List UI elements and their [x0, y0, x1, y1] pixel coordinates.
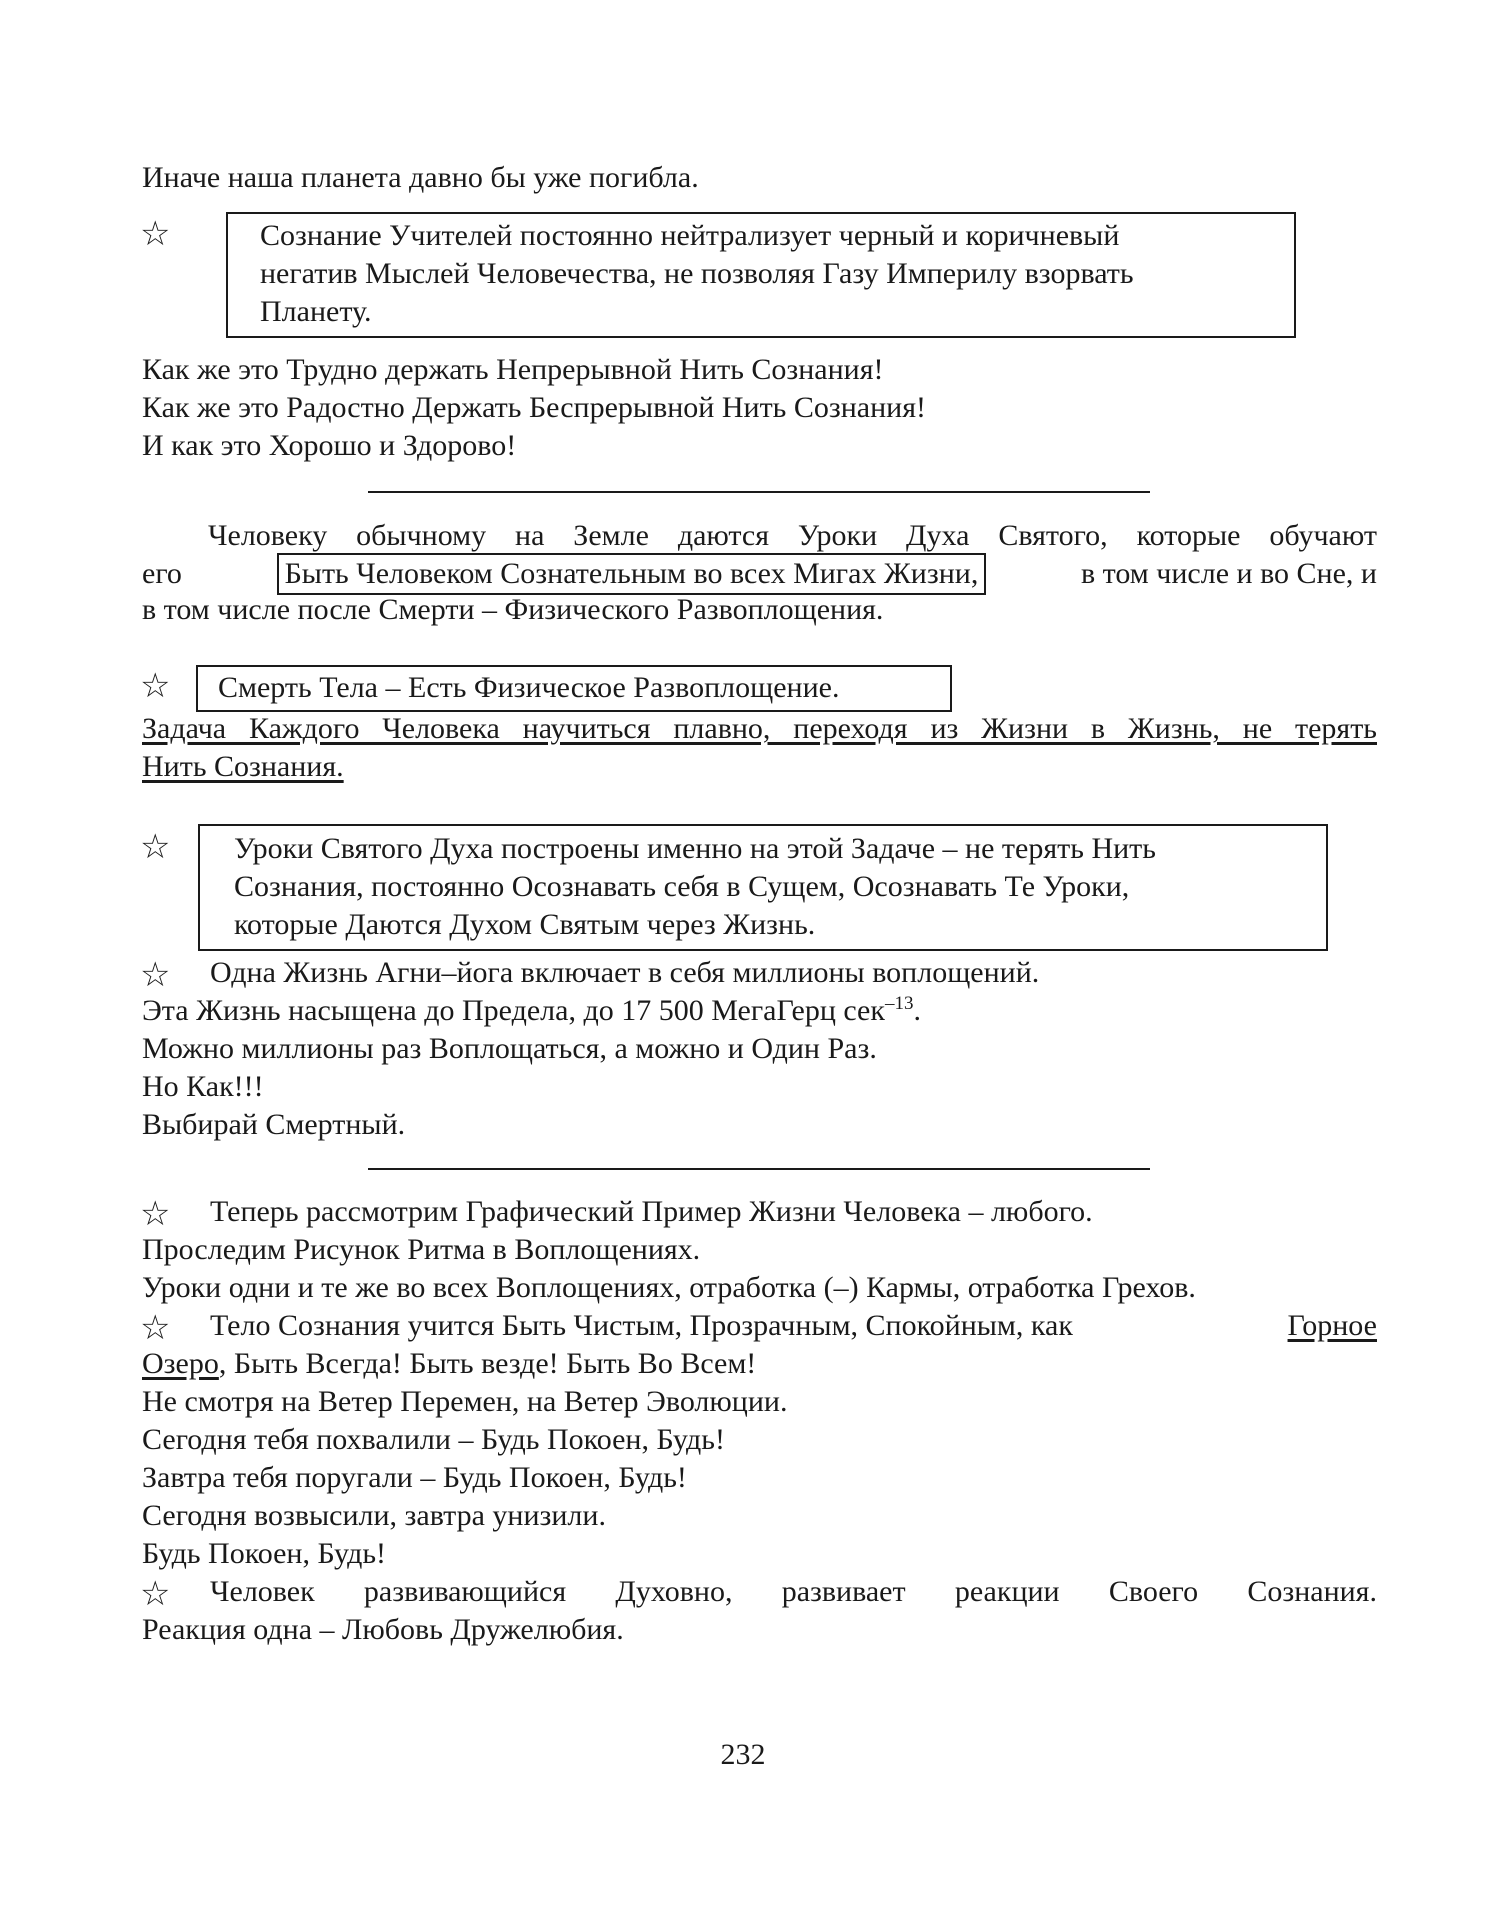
paragraph-line [142, 553, 1377, 595]
page-number: 232 [720, 1738, 766, 1771]
text-line [210, 1307, 1377, 1345]
text-line: Можно миллионы раз Воплощаться, а можно и Один Раз. [142, 1032, 877, 1065]
box-line: Сознания, постоянно Осознавать себя в Сущем, Осознавать Те Уроки, [234, 870, 1130, 903]
text-line: Реакция одна – Любовь Дружелюбия. [142, 1613, 624, 1646]
highlight-box [198, 824, 1328, 951]
text-run: . [913, 994, 921, 1027]
text-line: И как это Хорошо и Здорово! [142, 429, 517, 462]
box-line: которые Даются Духом Святым через Жизнь. [234, 908, 816, 941]
box-line: Сознание Учителей постоянно нейтрализует черный и коричневый [260, 219, 1120, 252]
box-line: Уроки Святого Духа построены именно на этой Задаче – не терять Нить [234, 832, 1156, 865]
text-line: Одна Жизнь Агни–йога включает в себя миллионы воплощений. [210, 956, 1040, 989]
paragraph-text: его [142, 557, 182, 590]
text-line: Не смотря на Ветер Перемен, на Ветер Эволюции. [142, 1385, 788, 1418]
text-run: , Быть Всегда! Быть везде! Быть Во Всем! [218, 1347, 757, 1380]
text-line: Будь Покоен, Будь! [142, 1537, 387, 1570]
underlined-line: Нить Сознания. [142, 750, 344, 783]
text-line [142, 1345, 756, 1383]
paragraph-text: в том числе и во Сне, и [1081, 557, 1377, 590]
paragraph-line: в том числе после Смерти – Физического Развоплощения. [142, 593, 884, 626]
star-icon: ☆ [140, 1196, 171, 1233]
text-line: Как же это Трудно держать Непрерывной Нить Сознания! [142, 353, 884, 386]
underlined-word: Горное [1287, 1309, 1377, 1342]
text-line: Сегодня возвысили, завтра унизили. [142, 1499, 606, 1532]
superscript: –13 [884, 993, 914, 1014]
star-icon: ☆ [140, 829, 171, 866]
text-line: Иначе наша планета давно бы уже погибла. [142, 161, 699, 194]
star-icon: ☆ [140, 216, 171, 253]
section-divider [368, 491, 1150, 493]
star-icon: ☆ [140, 957, 171, 994]
underlined-word: Озеро [142, 1347, 219, 1380]
text-line: Уроки одни и те же во всех Воплощениях, отработка (–) Кармы, отработка Грехов. [142, 1271, 1196, 1304]
text-line [142, 992, 921, 1030]
text-line: Проследим Рисунок Ритма в Воплощениях. [142, 1233, 701, 1266]
star-icon: ☆ [140, 1576, 171, 1613]
highlight-box [226, 212, 1296, 338]
text-line: Завтра тебя поругали – Будь Покоен, Будь! [142, 1461, 687, 1494]
star-icon: ☆ [140, 668, 171, 705]
star-icon: ☆ [140, 1310, 171, 1347]
section-divider [368, 1168, 1150, 1170]
text-run: Эта Жизнь насыщена до Предела, до 17 500 МегаГерц сек [142, 994, 885, 1027]
text-line: Теперь рассмотрим Графический Пример Жизни Человека – любого. [210, 1195, 1093, 1228]
text-line: Выбирай Смертный. [142, 1108, 406, 1141]
text-run: Тело Сознания учится Быть Чистым, Прозрачным, Спокойным, как [210, 1309, 1073, 1342]
box-line: Планету. [260, 295, 372, 328]
text-line: Сегодня тебя похвалили – Будь Покоен, Будь! [142, 1423, 725, 1456]
highlight-box [196, 665, 952, 712]
paragraph-line: Человеку обычному на Земле даются Уроки Духа Святого, которые обучают [208, 519, 1377, 552]
text-line: Человек развивающийся Духовно, развивает реакции Своего Сознания. [210, 1575, 1377, 1608]
underlined-line: Задача Каждого Человека научиться плавно, переходя из Жизни в Жизнь, не терять [142, 712, 1377, 745]
text-line: Но Как!!! [142, 1070, 264, 1103]
box-line: негатив Мыслей Человечества, не позволяя Газу Империлу взорвать [260, 257, 1134, 290]
box-line: Смерть Тела – Есть Физическое Развоплощение. [218, 671, 840, 704]
inline-highlight-box: Быть Человеком Сознательным во всех Мигах Жизни, [277, 553, 987, 595]
text-line: Как же это Радостно Держать Беспрерывной Нить Сознания! [142, 391, 926, 424]
